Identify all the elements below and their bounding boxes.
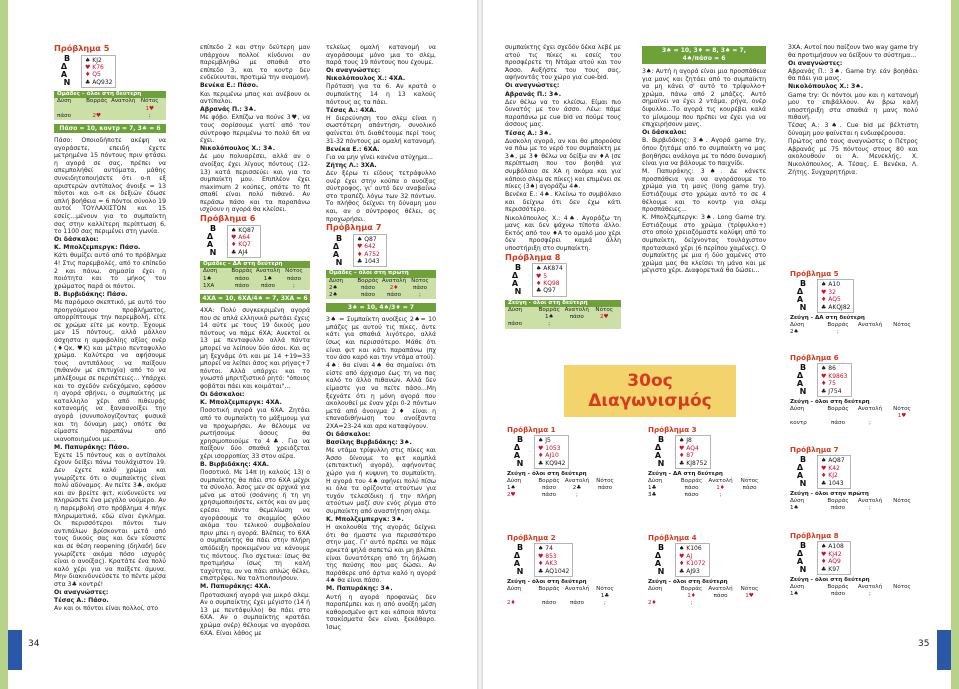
column-5 <box>642 44 766 362</box>
reader-name: Νικολόπουλος Χ.: 3♠. <box>788 83 864 91</box>
hand: ♠ Q87 ♥ 642 ♦ A752 ♣ 1043 <box>353 234 387 268</box>
paragraph: Κ. Μπολζεμπεργκ: 3♠. Long Game try. Εστιάζουμε στο χρώμα (τρίφυλλο+) στο οποίο χρειαζόμαστε καλύψη από το συμπαίκτη, δείχνοντας τουλάχιστον προτασιακό χέρι (6 περίπου χαμένες). Ο συμπαίκτης με μια ή δύο χαμένες στο χρώμα μας θα κλείσει τη μάνα και με μέγιστο χέρι. Διαφορετικά θα δώσει... <box>642 214 766 275</box>
paragraph: Με παρόμοιο σκεπτικό, με αυτό του προηγούμενου προβλήματος, απορρίπτουμε την παρεμβολή, είτε σε χρώμα είτε με κοντρ. Έχουμε μεν 15 πόντους, αλλά μάλλον άσχηστα η αμφιβολίης αξίας ονέρ (♦Qx, ♥K) και μέτριο πενταφυλλο χρώμα. Καλύτερα να αφήσουμε τους αντιπάλους να παίξουν (πιθανόν με επιτυχία) από το να μπλέξουμε σε περιπέτειες... Υπάρχει και το σχεδόν ενδεχόμενο, εφόσον η αγορά σβήνει, ο συμπαίκτης με καταλληλο χέρι από πιθευράς κατανομής να ξαναανοίξει την αγορά (συνυπολογίζοντας φυσικά και τη δύναμη μας) οπότε θα είμαστε παραπάνω από ικανοποιημένοι με... <box>54 299 166 443</box>
section-heading: Οι δάσκαλοι: <box>642 129 687 137</box>
scoring-bar: 3♠ = 10, 4♠/3♦ = 7 <box>326 303 436 312</box>
paragraph: Έχετε 15 πόντους και ο αντίπαλοι έχουν δείξει πάνω τουλάχιστον 19. Δεν έχετε καλό χρώμα και γνωρίζετε ότι ο συμπαίκτης είναι πολύ αδύναμος. Αν πείτε 3♣, ακόμα και αν βρείτε φιτ, κινδυνεύετε να πληρώσετε ένα μεγάλο νούμερο. Αν η παρεμβολή στο πρόβλημα 4 πήγε πληρωματικά, εδώ είναι έγκλημα. Οι περισσότεροι πόντοι των αντιπάλων βρίσκονται μετά από τους δικούς σας και δεν είσαστε και σε θέση reopening (δηλαδή δεν γνωρίζετε ακόμα πόσο ισχυρός είναι ο ανοίξας). Κρατάτε ένα πολύ καλό χέρι για να παίξετε άμυνα. Μην διακινδυνεύσετε το πέντε μέσα στα 3♣ κοντρέ! <box>54 451 166 588</box>
paragraph: Με ντάμα τρίφυλλη στις πίκες και Άσσο δίνουμε το φιτ καμπλά (επιτακτική αγορά), αφήνοντας χώρο για ή κυψυνη το συμπαίκτη. Η αγορά του 4♠ αφήνει πολύ πίσω κι όλα τα ορίζοντα ατούτων για τυχόν τελεσίδικη ή την πλήρη ατούτων μαζί συν ενός ρίγμα στο συμπαίκτη από αναστήτηση σλεμ. <box>326 447 436 516</box>
reader-name: Τέσας Α.: 4XA. <box>326 106 377 114</box>
paragraph: Πρόταση για τα 6. Αν κρατά ο συμπαίκτης 14 η 13 καλούς πόντους ας τα πάει. <box>326 83 436 106</box>
paragraph: Αβρανάς Π.: 3♠. Game try: εάν βοηθάει θα πάει για μανς. <box>788 67 918 83</box>
expert-name: Β. Βιρβιδάκης: Πάσο. <box>54 290 128 298</box>
expert-name: Κ. Μπολζεμπεργκ: 4XA. <box>200 399 282 407</box>
paragraph: Αυτή η αγορά προφανώς δεν παραπέμπει και η από ανοίξη μέση καθορισμένο φιτ και κάποια πάντα τσακίσματα δεν είναι ξεκάθαρο. Ίσως <box>326 593 436 631</box>
right-page-number: 35 <box>918 639 930 649</box>
expert-name: Κ. Μπολζεμπεργκ: Πάσο. <box>54 244 141 252</box>
section-heading: Οι αναγνώστες: <box>54 589 109 597</box>
paragraph: Δεν θέλω να το κλείσω. Είμαι πιο δυνατός με τον άσσο. Λέω: πάμε παραπάνω με cue bid να πούμε τους άσσους μας. <box>505 98 621 129</box>
paragraph: Αν και οι πόντοι είναι πολλοί, στο <box>54 605 159 613</box>
contest-problem-1: Πρόβλημα 1 B Δ A N ♠ J5 ♥ 1053 ♦ AJ10 ♣ KQ942 Ζεύγη - όλοι στη δεύτερη Δύση Βορράς Ανατολή Νότος 1♠ πάσο 2♣ πάσο 2♥ πάσο ; <box>507 425 614 498</box>
reader-name: Νικολόπουλος Χ.: 4XA. <box>326 75 406 83</box>
paragraph: Η ακολουθία της αγοράς δείχνει ότι θα ήμαστε για περισσότερο στην μας. Γι' αυτό πρέπει να πάμε αρκετά ψηλά σαπετώ και μη βλέπει είναι δυνατότερη από τη δήλωση της παύσης που μας δώσει. Αν παράθερε από άρτια καλό η αγορά 4♠ θα είναι πάσο. <box>326 524 436 585</box>
paragraph: Προτασιακή αγορά για μικρό σλεμ. Αν ο συμπαίκτης έχει μέγιστο (14 ή 13 με πεντάφυλλο) θα πάει στο 6XA. Αν ο συμπαίκτης κρατάει χρώμα ονέρ) θέλουμε να αγοράσει 6XA. Είναι λάθος με <box>200 591 310 637</box>
deal-diagram <box>507 263 621 297</box>
scoring-bar: 4XA = 10, 6XA/4♠ = 7, 3XA = 6 <box>200 294 310 303</box>
paragraph: Με φόβο. Ελπίζω να πούνε 3♥, να τους σορίσουμε γιατί από τον σύντροφο περιμένω το πολύ 6π να έχει. <box>200 114 310 145</box>
scoring-bar: 3♠ = 10, 3♦ = 8, 3♠ = 7, 4♠/πάσο = 6 <box>642 46 766 64</box>
paragraph: Δεν ξέρω τι είδους τετράφυλλο ονέρ έχει στην κούπα ο ανοίξας σύντροφος, γι' αυτό δεν αναβαίνω στο τραπέζι λόγω των 32 πόντων. Το πλήθος δείχνει τη δύναμη μου και, αν ο σύντροφος θέλει, ας προχωρήσει. <box>326 170 436 223</box>
contest-problem-2: Πρόβλημα 2 B Δ A N ♠ 74 ♥ 853 ♦ AK3 ♣ AQ1042 Ζεύγη - όλοι στη δεύτερη Δύση Βορράς Ανατολή Νότος 1♣ 2♦ πάσο πάσο ; <box>507 533 614 606</box>
bidding-table: Ζεύγη - όλοι στη δεύτερη Δύση Βορράς Ανατολή Νότος 1♠ πάσο 2♥ πάσο ; <box>505 300 621 329</box>
deal-diagram <box>328 234 436 268</box>
paragraph: Μ. Παπυράκης: 3♠. Δε κάνετε προσπάθεια για να αγοράσουμε το χρώμα για τη μανς (long game try). Εστιάζουμε στο χρώμα αυτό το σε 4 θέλουμε και το κοντρ για σλεμ προσπάθειες... <box>642 168 766 214</box>
paragraph: Τέσας Α.: 3♠. Cue bid με βέλτιστη δύναμη μου φαίνεται η ενδιαφέρουσα. <box>788 122 918 138</box>
paragraph: 3♠ = Συμπαίκτη ανοίξεις 2♠= 10 μπάζες με αυτού τις πίκες, άντε κάτι για σπαθιά λιγότερο, αλλά ίσως και περισσότερο. Μάθε ότι είναι φιτ και κάτι παραπάνω (πχ τον άσο καρό και την ντάμα ατού). <box>326 316 436 362</box>
paragraph: τελείως ομαλή κατανομή να αγοράσουμε μόνο μια το σλεμ, παρά τους 19 πόντους που έχουμε. <box>326 44 436 67</box>
page-gutter <box>477 0 483 689</box>
problem-title: Πρόβλημα 7 <box>326 222 382 233</box>
paragraph: Για να μην γίνει κανένα ατύχημα... <box>326 153 433 161</box>
left-page-number: 34 <box>28 639 40 649</box>
paragraph: Πρώτος από τους αναγνώστες ο Πέτρος Αβρανάς με 75 πόντους στους 80 και ακολουθούν οι Α. Μενεκλής, Χ. Νικολόπουλος, Α. Τέσας, Ε. Βενέκα, Λ. Ζήτης. Συγχαρητήρια. <box>788 138 918 176</box>
contest-problem-8: Πρόβλημα 8 B Δ A N ♠ A108 ♥ KJ42 ♦ AQ9 ♣ K97 Ζεύγη - όλοι στη δεύτερη Δύση Βορράς Ανατολή Νότος 1♠ πάσο ; <box>790 531 911 597</box>
paragraph: 4♠: θα είναι 4♠ θα σημαίνει ότι είστε από άρχισμο έως τη να πας καλό το άλλο πιθανών. Αλλά δεν είμαστε για να πείτε πάσο...Μη ξεχνάτε ότι η μόνη αγορά που ακολουθεί με έναν χέρι 0-2 πόντων μετά από άνοιγμα 2♦ είναι η επαναδιθήνωση του ανοίξαντα 2XA=23-24 και αρα καταφύγουν. <box>326 362 436 430</box>
left-edge-band <box>0 0 8 689</box>
expert-name: Β. Βιρβιδάκης: 4XA. <box>200 460 270 468</box>
contest-problem-7: Πρόβλημα 7 B Δ A N ♠ AQ87 ♥ K42 ♦ KJ2 ♣ 1043 Ζεύγη - όλοι στην πρώτη Δύση Βορράς Ανατολή Νότος 1♠ πάσο ; <box>790 445 911 511</box>
problem-title: Πρόβλημα 8 <box>505 251 561 262</box>
paragraph: Πάσο: Οποιοδήποτε ακέψη να αγοράσετε, επειδή έχετε μετρημένα 15 πόντους πριν φτάσει η αγορά σε σας, πρέπει να απεμπολήθεί αυτόματα, μάθης συνειδητοποιήσετε ότι ο-π εξ αριστερών αντίπαλος άνοιξε = 13 πόντοι και ο-π εκ δεξιών έδωσε απλή βοήθεια = 6 πόντοι σύνολο 19 αυτοί ΤΟΥΛΑΧΙΣΤΟΝ και 15 εσείς...μένουν για το συμπαίκτη σας στην καλλίτερη περίπτωση 6, το 1100 σας περιμένει στη γωνία. <box>54 137 166 236</box>
section-heading: Οι αναγνώστες: <box>326 67 381 75</box>
scoring-bar: Πάσο = 10, κοντρ = 7, 3♠ = 6 <box>54 124 166 133</box>
reader-name: Τέσας Α.: Πάσο. <box>54 597 109 605</box>
section-heading: Οι αναγνώστες: <box>505 82 560 90</box>
paragraph: συμπαίκτης έχει σχεδόν δέκα λεβέ με ατού τις πίκες κι εσείς του προσφέρετε τη Ντάμα ατού και τον Άσσο. Αυξήστε του τους σας, αφήνοντάς του χώρο για cue-bid. <box>505 44 621 82</box>
hand: ♠ KQ87 ♥ A64 ♦ KQ7 ♣ AJ4 <box>227 225 261 259</box>
contest-problem-4: Πρόβλημα 4 B Δ A N ♠ K106 ♥ AJ ♦ K1072 ♣ AJ93 Ζεύγη - όλοι στη δεύτερη Δύση Βορράς Ανατολή Νότος 1♦ πάσο 1♥ 2♦ ; <box>648 533 759 606</box>
hand: ♠ KJ2 ♥ K76 ♦ Q5 ♣ AQ932 <box>81 55 116 89</box>
bidding-table: Ομάδες – ΔΑ στη δεύτερη Δύση Βορράς Ανατολή Νότος 1♠ πάσο 1♠ πάσο 1ΧΑ πάσο πάσο ; <box>200 261 310 290</box>
paragraph: Β. Βιρβιδάκης: 3♠. Αγορά game try, όπου ζητάμε από το συμπαίκτη να μας βοηθήσει ανάλογα με το πόσο δυναμική είναι για να βάλουμε το παιχνίδι. <box>642 137 766 168</box>
paragraph: 3ΧΑ. Αυτοί που παίζουν two way game try θα προτιμήσουν να δείξουν το σύστημα... <box>788 44 918 59</box>
paragraph: Η διερεύνηση του σλεμ είναι η σωστότερη απάντηση, συνολικό φαίνεται ότι διαθέτουμε περί τους 31-32 πόντους με ομαλή κατανομή. <box>326 114 436 145</box>
reader-name: Αβρανάς Π.: 3♣. <box>200 106 257 114</box>
contest-problem-3: Πρόβλημα 3 B Δ A N ♠ J8 ♥ AQ4 ♦ 87 ♣ KJ8752 Ζεύγη - ΔΑ στη δεύτερη Δύση Βορράς Ανατολή Νότος 1♣ πάσο 1♦ πάσο 3♣ πάσο ; <box>648 425 759 498</box>
section-heading: Οι δάσκαλοι: <box>326 431 371 439</box>
problem-title: Πρόβλημα 6 <box>200 213 256 224</box>
compass: B Δ A N <box>332 233 346 267</box>
paragraph: 4XA: Πολύ συγκεκριμένη αγορά που σε απλά ελληνικά ρωτάει έχεις 14 αύτε με τους 19 δικούς μου πόντους να πάμε 6XA; Ανεκτοί οι 13 με πενταφυλλο αλλά πάντα μπορεί να λείπουν δύο άσοι. Και ας μη ξεχνάμε ότι και με 14 +19=33 μπορεί να λείπει άσος και ρήγας+7 πόντοι. Αλλά υπάρχει και το γνωστό μπριτζιστικό ρητό: "όποιος φοβάται πάει και κοιμάται"... <box>200 307 310 391</box>
column-6 <box>788 44 918 254</box>
paragraph: Νικολόπουλος Χ.: 4♠. Αγοράζω τη μανς και δεν ψάχνω τίποτα άλλο. Εκτός από τον ♦A το ομαλό μου χέρι δεν προσφέρει καμιά άλλη υποστήριξη στο συμπαίκτη. <box>505 214 621 252</box>
right-page-tab <box>937 630 951 670</box>
right-edge-band <box>951 0 959 689</box>
paragraph: Δε μου πολυαρέσει, αλλά αν ο ανοίξας έχει λίγους πόντους (12-13) κατά περισσεύει και για το συμπαίκτη μου. Επιπλέον έχει maximum 2 κούπες, οπότε το fit σπαθί είναι πολύ πιθανό. Αν περάσω πάσο και τα παραπάνω ισχύουν η αγορά θα κλείσει. <box>200 153 310 214</box>
section-heading: Οι δάσκαλοι: <box>54 236 99 244</box>
hand: ♠ AK874 ♥ 5 ♦ KQ98 ♣ Q97 <box>532 263 567 297</box>
expert-name: Κ. Μπολζεμπεργκ: 3♠. <box>326 516 404 524</box>
reader-name: Τέσας Α.: 3♠. <box>505 129 552 137</box>
left-page-tab <box>8 630 22 670</box>
section-heading: Οι δάσκαλοι: <box>200 391 245 399</box>
reader-name: Αβρανάς Π.: 3♠. <box>505 90 562 98</box>
paragraph: Και περιμένω μπας και ανέβουν οι αντίπαλοι. <box>200 90 310 106</box>
paragraph: Game try: Οι πόντοι μου και η κατανομή μου το επιβάλλουν. Αν βρω καλή υποστήριξη στα σπαθιά η μανς πολύ πιθανή. <box>788 91 918 122</box>
reader-name: Ζήτης Λ.: 3ΧΑ. <box>326 161 377 169</box>
bidding-table: Ομάδες – όλοι στη δεύτερη Δύση Βορράς Ανατολή Νότος 1♥ πάσο 2♥ ; <box>54 91 166 120</box>
compass: B Δ A N <box>206 224 220 258</box>
column-3 <box>326 44 436 654</box>
paragraph: επίπεδο 2 και στην δεύτερη μαν υπάρχουν πολλοί κίνδυνοι αν παρεμβληθώ με σπαθιά στο επίπεδο 3, και το κοντρ δεν ενδείκνυται, προτιμώ την αναμονή. <box>200 44 310 82</box>
reader-name: Βενέκα Ε.: Πάσο. <box>200 82 259 90</box>
paragraph: Ποσοτική αγορά για 6XA. Ζητάει από το συμπαίκτη το μάξιμουμ για να προχωρήσει. Αν θέλουμε να ρωτήσουμε άσους θα χρησιμοποιούμε το 4♣. Για να παίξουν δύο σπαθιά χρειάζεται χέρι ισορροπίας 33 στον αέρα. <box>200 407 310 460</box>
contest-problem-5: Πρόβλημα 5 B Δ A N ♠ A10 ♥ 32 ♦ AQ5 ♣ AKQJ82 Ζεύγη - ΔΑ στη δεύτερη Δύση Βορράς Ανατολή Νότος 2♠ ; <box>790 269 911 335</box>
contest-title: 30ος Διαγωνισμός <box>564 365 736 417</box>
problem-title: Πρόβλημα 5 <box>54 44 110 53</box>
paragraph: Ποσοτικό. Με 14π (η καλούς 13) ο συμπαίκτης θα πάει στο 6XA μέχρι τα σύνολο. Άσος μεν σε αρχικά για μένα με ατού (σοάννης ή τη γη χρησιμοποιήσετε, εκτός και αν μας ερέσει πάντα θεμελίωση να αγοράσουμε το σκαμμίος φίλου ακόμα του τελικού συμβολαίου πριν μπει η αγορά. Βλέπεις το 6XA ο συμπαίκτης θα πάει στην πλήρη απόδειξη προκειμένου να κάνουμε τις πόντους. Πιο σχετικα: ίσως θα προτιμήσω ίσως τη καλή ταχύτητα, αν να πάει απλώς θέλει, επιστρέφει. Να ταλτιοποιήσουν. <box>200 469 310 583</box>
expert-name: Βασίλης Βιρβιδάκης: 3♠. <box>326 439 412 447</box>
compass: B Δ A N <box>60 54 74 88</box>
deal-diagram <box>56 55 166 89</box>
column-4 <box>505 44 621 354</box>
paragraph: 3♠: Αυτή η αγορά είναι μια προσπάθεια για μανς και ζητάει από το συμπαίκτη να μη κάνει σ' αυτό το τρίφυλλο+ χρώμα, πάνω από 2 μπάζες. Αυτό σημαίνει να έχει 2 ντάμα, ρήγα, ονέρ διφυλλο...Το αγορά τις κουρέβει καλά το μίνιμουμ που πρέπει να έχει για να επιχειρήσουν μανς. <box>642 68 766 129</box>
paragraph: Δυσκολη αγορά, αν και θα μπορούσα να πάω με το νερό του συμπαίκτη με 3♠, με 3♦ θέλω να δείξω αν ♦A (σε περίπτωση που τον βοηθά για συμβόλαιο σε ΧΑ η ακόμα και για κάποιο σλεμ σε πίκες) και επιμένει σε πίκες (3♠) αγοράζω 4♠. <box>505 137 621 191</box>
bidding-table: Ομάδες – όλοι στη πρώτη Δύση Βορράς Ανατολή Νότος 2♠ πάσο 2♦ πάσο 2♠ πάσο πάσο ; <box>326 270 436 299</box>
deal-diagram <box>202 225 310 259</box>
expert-name: Μ. Παπυράκης: 4XA. <box>200 583 271 591</box>
reader-name: Βενέκα Ε.: 6ΧΑ. <box>326 145 380 153</box>
expert-name: Μ. Παπυράκης: 3♠. <box>326 585 393 593</box>
paragraph: Κάτι θυμίζει αυτό από το πρόβλημα 4! Στις παρεμβολές, από το επίπεδο 2 και πάνω, σημασία έχει η ποιότητα και το μήκος του χρώματος παρά οι πόντοι. <box>54 252 166 290</box>
column-1 <box>54 44 166 654</box>
compass: B Δ A N <box>511 262 525 296</box>
reader-name: Νικολόπουλος Χ.: 3♣. <box>200 145 276 153</box>
expert-name: Μ. Παπυράκης: Πάσο. <box>54 443 130 451</box>
paragraph: Βενέκα Ε.: 4♠. Κλείνω το συμβόλαιο και δείχνω ότι δεν έχω κάτι περισσότερο. <box>505 191 621 214</box>
section-heading: Οι αναγνώστες: <box>788 59 843 67</box>
contest-problem-6: Πρόβλημα 6 B Δ A N ♠ 86 ♥ K9863 ♦ 75 ♣ J754 Ζεύγη - όλοι στη δεύτερη Δύση Βορράς Ανατολή Νότος 1♥ κοντρ πάσο ; <box>790 353 911 426</box>
column-2 <box>200 44 310 654</box>
